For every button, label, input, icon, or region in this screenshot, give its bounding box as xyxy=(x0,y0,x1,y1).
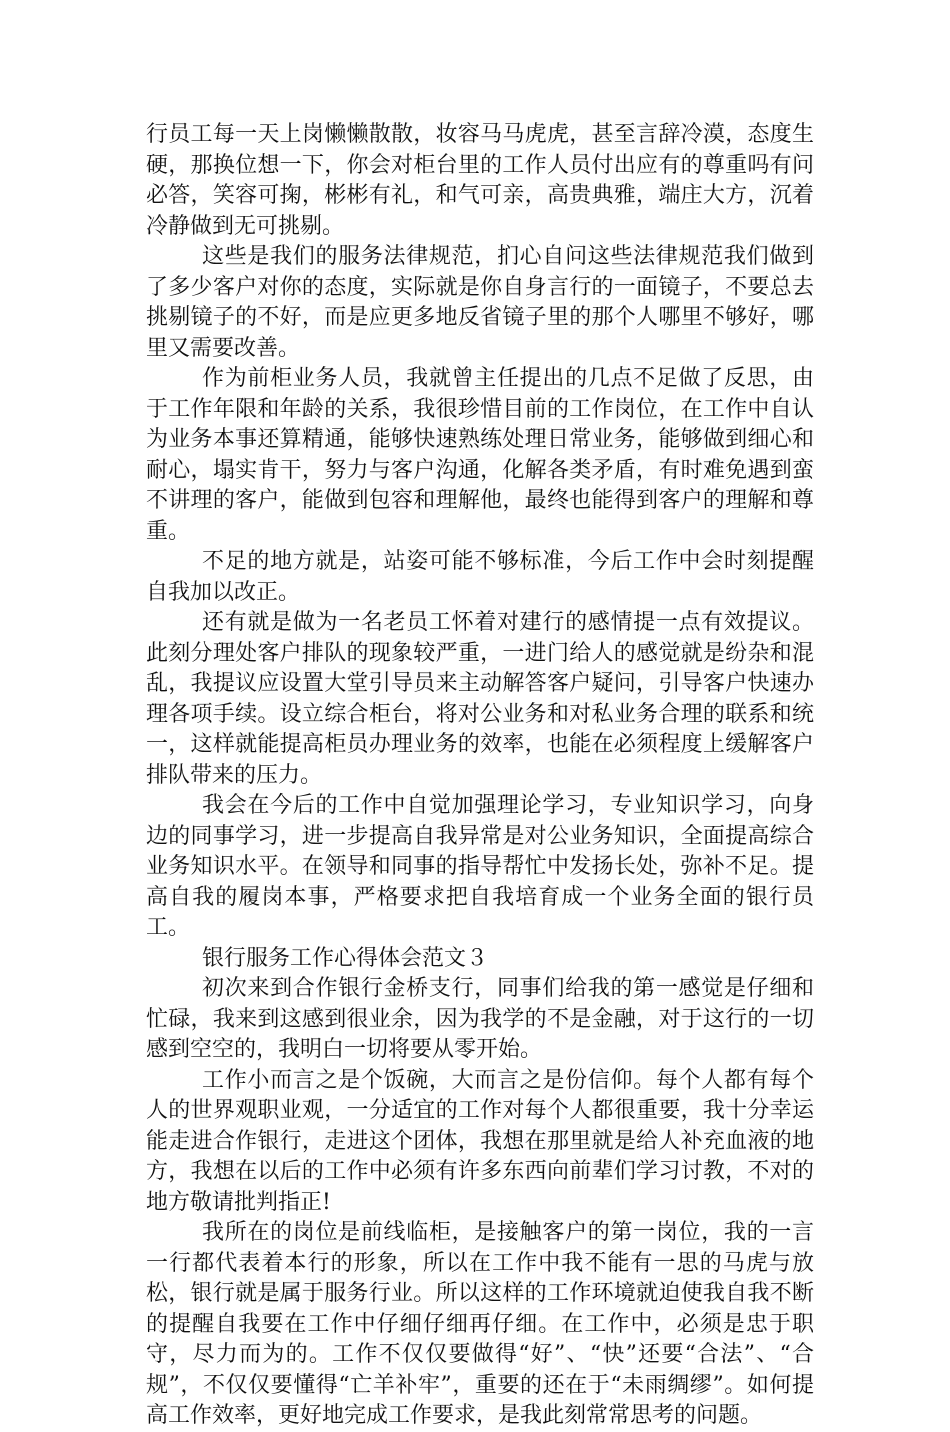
paragraph: 我所在的岗位是前线临柜，是接触客户的第一岗位，我的一言一行都代表着本行的形象，所以在工作中我不能有一思的马虎与放松，银行就是属于服务行业。所以这样的工作环境就迫使我自我不断的提醒自我要在工作中仔细仔细再仔细。在工作中，必须是忠于职守，尽力而为的。工作不仅仅要做得“好”、“快”还要“合法”、“合规”，不仅仅要懂得“亡羊补牢”，重要的还在于“未雨绸缪”。如何提高工作效率，更好地完成工作要求，是我此刻常常思考的问题。 xyxy=(146,1220,814,1428)
paragraph: 初次来到合作银行金桥支行，同事们给我的第一感觉是仔细和忙碌，我来到这感到很业余，因为我学的不是金融，对于这行的一切感到空空的，我明白一切将要从零开始。 xyxy=(146,976,814,1062)
document-body xyxy=(146,120,814,1432)
paragraph: 我会在今后的工作中自觉加强理论学习，专业知识学习，向身边的同事学习，进一步提高自我异常是对公业务知识，全面提高综合业务知识水平。在领导和同事的指导帮忙中发扬长处，弥补不足。提高自我的履岗本事，严格要求把自我培育成一个业务全面的银行员工。 xyxy=(146,793,814,940)
section-heading: 银行服务工作心得体会范文３ xyxy=(202,945,489,971)
paragraph: 不足的地方就是，站姿可能不够标准，今后工作中会时刻提醒自我加以改正。 xyxy=(146,549,814,605)
paragraph: 还有就是做为一名老员工怀着对建行的感情提一点有效提议。此刻分理处客户排队的现象较严重，一进门给人的感觉就是纷杂和混乱，我提议应设置大堂引导员来主动解答客户疑问，引导客户快速办理各项手续。设立综合柜台，将对公业务和对私业务合理的联系和统一，这样就能提高柜员办理业务的效率，也能在必须程度上缓解客户排队带来的压力。 xyxy=(146,610,814,788)
paragraph-continued: 行员工每一天上岗懒懒散散，妆容马马虎虎，甚至言辞冷漠，态度生硬，那换位想一下，你会对柜台里的工作人员付出应有的尊重吗有问必答，笑容可掬，彬彬有礼，和气可亲，高贵典雅，端庄大方，沉着冷静做到无可挑剔。 xyxy=(146,122,814,239)
paragraph: 作为前柜业务人员，我就曾主任提出的几点不足做了反思，由于工作年限和年龄的关系，我很珍惜目前的工作岗位，在工作中自认为业务本事还算精通，能够快速熟练处理日常业务，能够做到细心和耐心，塌实肯干，努力与客户沟通，化解各类矛盾，有时难免遇到蛮不讲理的客户，能做到包容和理解他，最终也能得到客户的理解和尊重。 xyxy=(146,366,814,544)
paragraph: 这些是我们的服务法律规范，扪心自问这些法律规范我们做到了多少客户对你的态度，实际就是你自身言行的一面镜子，不要总去挑剔镜子的不好，而是应更多地反省镜子里的那个人哪里不够好，哪里又需要改善。 xyxy=(146,244,814,361)
paragraph: 工作小而言之是个饭碗，大而言之是份信仰。每个人都有每个人的世界观职业观，一分适宜的工作对每个人都很重要，我十分幸运能走进合作银行，走进这个团体，我想在那里就是给人补充血液的地方，我想在以后的工作中必须有许多东西向前辈们学习讨教，不对的地方敬请批判指正! xyxy=(146,1067,814,1215)
